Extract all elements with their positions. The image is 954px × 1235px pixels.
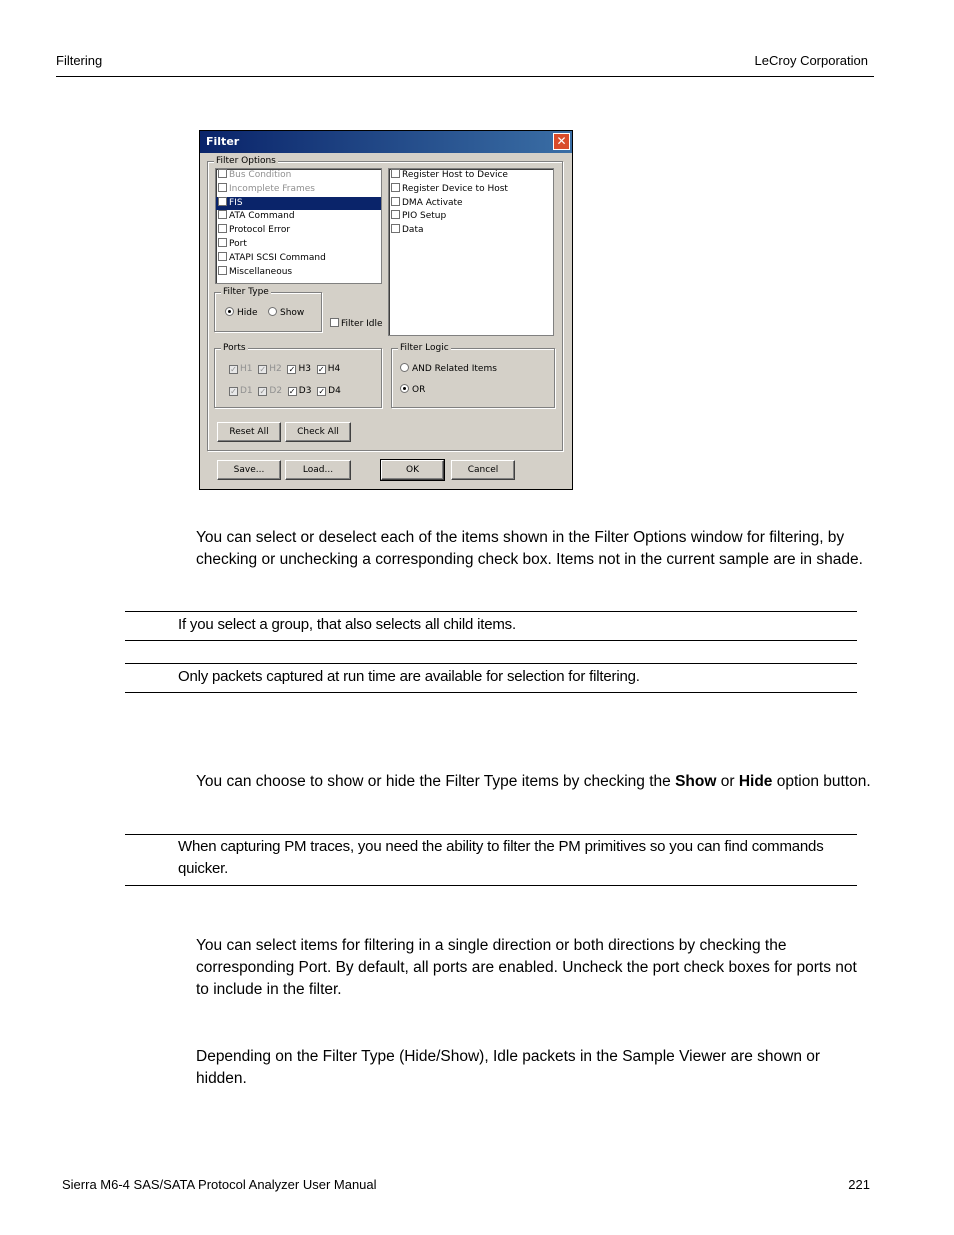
dialog-title: Filter [206, 135, 240, 148]
option-label: Protocol Error [229, 225, 291, 236]
hide-keyword: Hide [738, 773, 773, 790]
port-checkbox-d2[interactable] [258, 386, 282, 396]
show-keyword: Show [675, 773, 717, 790]
port-checkbox-h4[interactable] [317, 364, 341, 374]
note-rule [125, 885, 857, 886]
filter-logic-label: Filter Logic [400, 343, 449, 353]
filter-options-left-list[interactable] [215, 168, 382, 284]
option-checkbox[interactable] [391, 224, 400, 233]
port-label: H2 [269, 364, 282, 374]
filter-option-item[interactable] [389, 183, 553, 197]
paragraph-filter-idle: Depending on the Filter Type (Hide/Show), Idle packets in the Sample Viewer are shown or hidden. [196, 1048, 821, 1087]
option-label: Incomplete Frames [229, 183, 315, 194]
hide-radio-button[interactable] [225, 307, 234, 316]
option-checkbox[interactable] [218, 238, 227, 247]
and-radio-button[interactable] [400, 363, 409, 372]
port-checkbox-h1[interactable] [229, 364, 253, 374]
check-icon: ✓ [259, 365, 267, 374]
option-label: Register Host to Device [402, 170, 508, 180]
filter-option-item[interactable] [216, 224, 381, 238]
port-checkbox-d1[interactable] [229, 386, 253, 396]
filter-idle-checkbox[interactable] [330, 318, 383, 329]
filter-options-right-list[interactable] [388, 168, 554, 336]
option-checkbox[interactable] [218, 252, 227, 261]
note-rule [125, 640, 857, 641]
port-label: H3 [298, 364, 311, 374]
filter-type-group [214, 287, 322, 332]
text-run: option button. [772, 773, 871, 790]
check-icon: ✓ [288, 387, 296, 396]
reset-all-button[interactable]: Reset All [217, 422, 281, 442]
port-label: D1 [240, 386, 253, 396]
port-checkbox-d3[interactable] [288, 386, 312, 396]
note-rule [125, 692, 857, 693]
ports-row-device [229, 386, 341, 396]
filter-dialog [199, 130, 573, 490]
option-label: DMA Activate [402, 197, 463, 208]
filter-logic-group [391, 343, 555, 408]
port-label: D3 [298, 386, 312, 396]
or-radio-button[interactable] [400, 384, 409, 393]
filter-option-item[interactable] [216, 183, 381, 197]
filter-option-item[interactable] [389, 169, 553, 183]
note-group-selection: If you select a group, that also selects all child items. [178, 616, 516, 633]
port-checkbox-h3[interactable] [287, 364, 311, 374]
filter-type-label: Filter Type [223, 287, 269, 297]
check-all-button[interactable]: Check All [285, 422, 351, 442]
filter-option-item[interactable] [389, 224, 553, 238]
option-checkbox[interactable] [218, 169, 227, 178]
filter-option-item[interactable] [216, 169, 381, 183]
note-rule [125, 834, 857, 835]
dialog-title-bar [200, 131, 572, 153]
option-checkbox[interactable] [218, 210, 227, 219]
note-pm-traces: When capturing PM traces, you need the ability to filter the PM primitives so you can find commands quicker. [178, 838, 824, 877]
filter-option-item[interactable] [216, 197, 381, 211]
port-checkbox-h2[interactable] [258, 364, 282, 374]
page-number: 221 [848, 1177, 870, 1192]
footer-manual-title: Sierra M6-4 SAS/SATA Protocol Analyzer User Manual [62, 1177, 377, 1192]
port-checkbox-d4[interactable] [317, 386, 341, 396]
ok-button[interactable]: OK [381, 460, 444, 480]
check-icon: ✓ [318, 387, 326, 396]
option-label: FIS [229, 197, 243, 208]
check-icon: ✓ [259, 387, 267, 396]
cancel-button[interactable]: Cancel [451, 460, 515, 480]
filter-option-item[interactable] [216, 252, 381, 266]
option-label: Bus Condition [229, 170, 292, 180]
filter-option-item[interactable] [389, 210, 553, 224]
note-rule [125, 611, 857, 612]
hide-radio[interactable] [225, 307, 258, 318]
option-label: Register Device to Host [402, 183, 508, 194]
option-label: ATA Command [229, 211, 295, 222]
or-radio-label: OR [412, 385, 426, 395]
show-radio-label: Show [280, 308, 305, 318]
save-button[interactable]: Save... [217, 460, 281, 480]
paragraph-ports: You can select items for filtering in a single direction or both directions by checking the corresponding Port. By default, all ports are enabled. Uncheck the port check boxes for ports not to include in the filter. [196, 937, 857, 998]
port-label: H1 [240, 364, 253, 374]
text-run: You can choose to show or hide the Filter Type items by checking the [196, 773, 676, 790]
option-checkbox[interactable] [391, 183, 400, 192]
note-rule [125, 663, 857, 664]
option-checkbox[interactable] [391, 197, 400, 206]
hide-radio-label: Hide [237, 308, 258, 318]
option-label: Miscellaneous [229, 266, 293, 277]
paragraph-filter-options: You can select or deselect each of the items shown in the Filter Options window for filtering, by checking or unchecking a corresponding check box. Items not in the current sample are in shade. [196, 529, 863, 568]
port-label: H4 [327, 364, 341, 374]
check-icon: ✓ [288, 365, 296, 374]
option-checkbox[interactable] [218, 183, 227, 192]
filter-option-item[interactable] [216, 210, 381, 224]
header-section-title: Filtering [56, 53, 103, 68]
and-radio[interactable] [400, 363, 497, 374]
show-radio-button[interactable] [268, 307, 277, 316]
note-run-time-packets: Only packets captured at run time are available for selection for filtering. [178, 668, 640, 685]
check-icon: ✓ [317, 365, 325, 374]
option-label: PIO Setup [402, 211, 447, 222]
filter-option-item[interactable] [216, 238, 381, 252]
filter-option-item[interactable] [389, 197, 553, 211]
option-label: ATAPI SCSI Command [229, 252, 326, 263]
option-checkbox[interactable] [218, 266, 227, 275]
ports-label: Ports [223, 343, 246, 353]
close-icon[interactable]: ✕ [553, 133, 570, 150]
filter-option-item[interactable] [216, 266, 381, 280]
text-run: or [716, 773, 739, 790]
option-checkbox[interactable] [218, 197, 227, 206]
option-label: Port [229, 238, 247, 249]
filter-idle-label: Filter Idle [341, 319, 383, 329]
port-label: D2 [269, 386, 283, 396]
ports-row-host [229, 364, 340, 374]
filter-idle-box[interactable] [330, 318, 339, 327]
ports-group [214, 343, 382, 408]
option-checkbox[interactable] [391, 210, 400, 219]
header-rule [56, 76, 874, 77]
option-checkbox[interactable] [218, 224, 227, 233]
check-icon: ✓ [230, 387, 237, 396]
header-company: LeCroy Corporation [754, 53, 868, 68]
option-label: Data [402, 225, 424, 236]
or-radio[interactable] [400, 384, 425, 395]
show-radio[interactable] [268, 307, 304, 318]
filter-options-label: Filter Options [216, 156, 276, 166]
and-radio-label: AND Related Items [412, 364, 497, 374]
check-icon: ✓ [230, 365, 237, 374]
load-button[interactable]: Load... [285, 460, 351, 480]
paragraph-filter-type [196, 771, 872, 793]
option-checkbox[interactable] [391, 169, 400, 178]
port-label: D4 [328, 386, 341, 396]
